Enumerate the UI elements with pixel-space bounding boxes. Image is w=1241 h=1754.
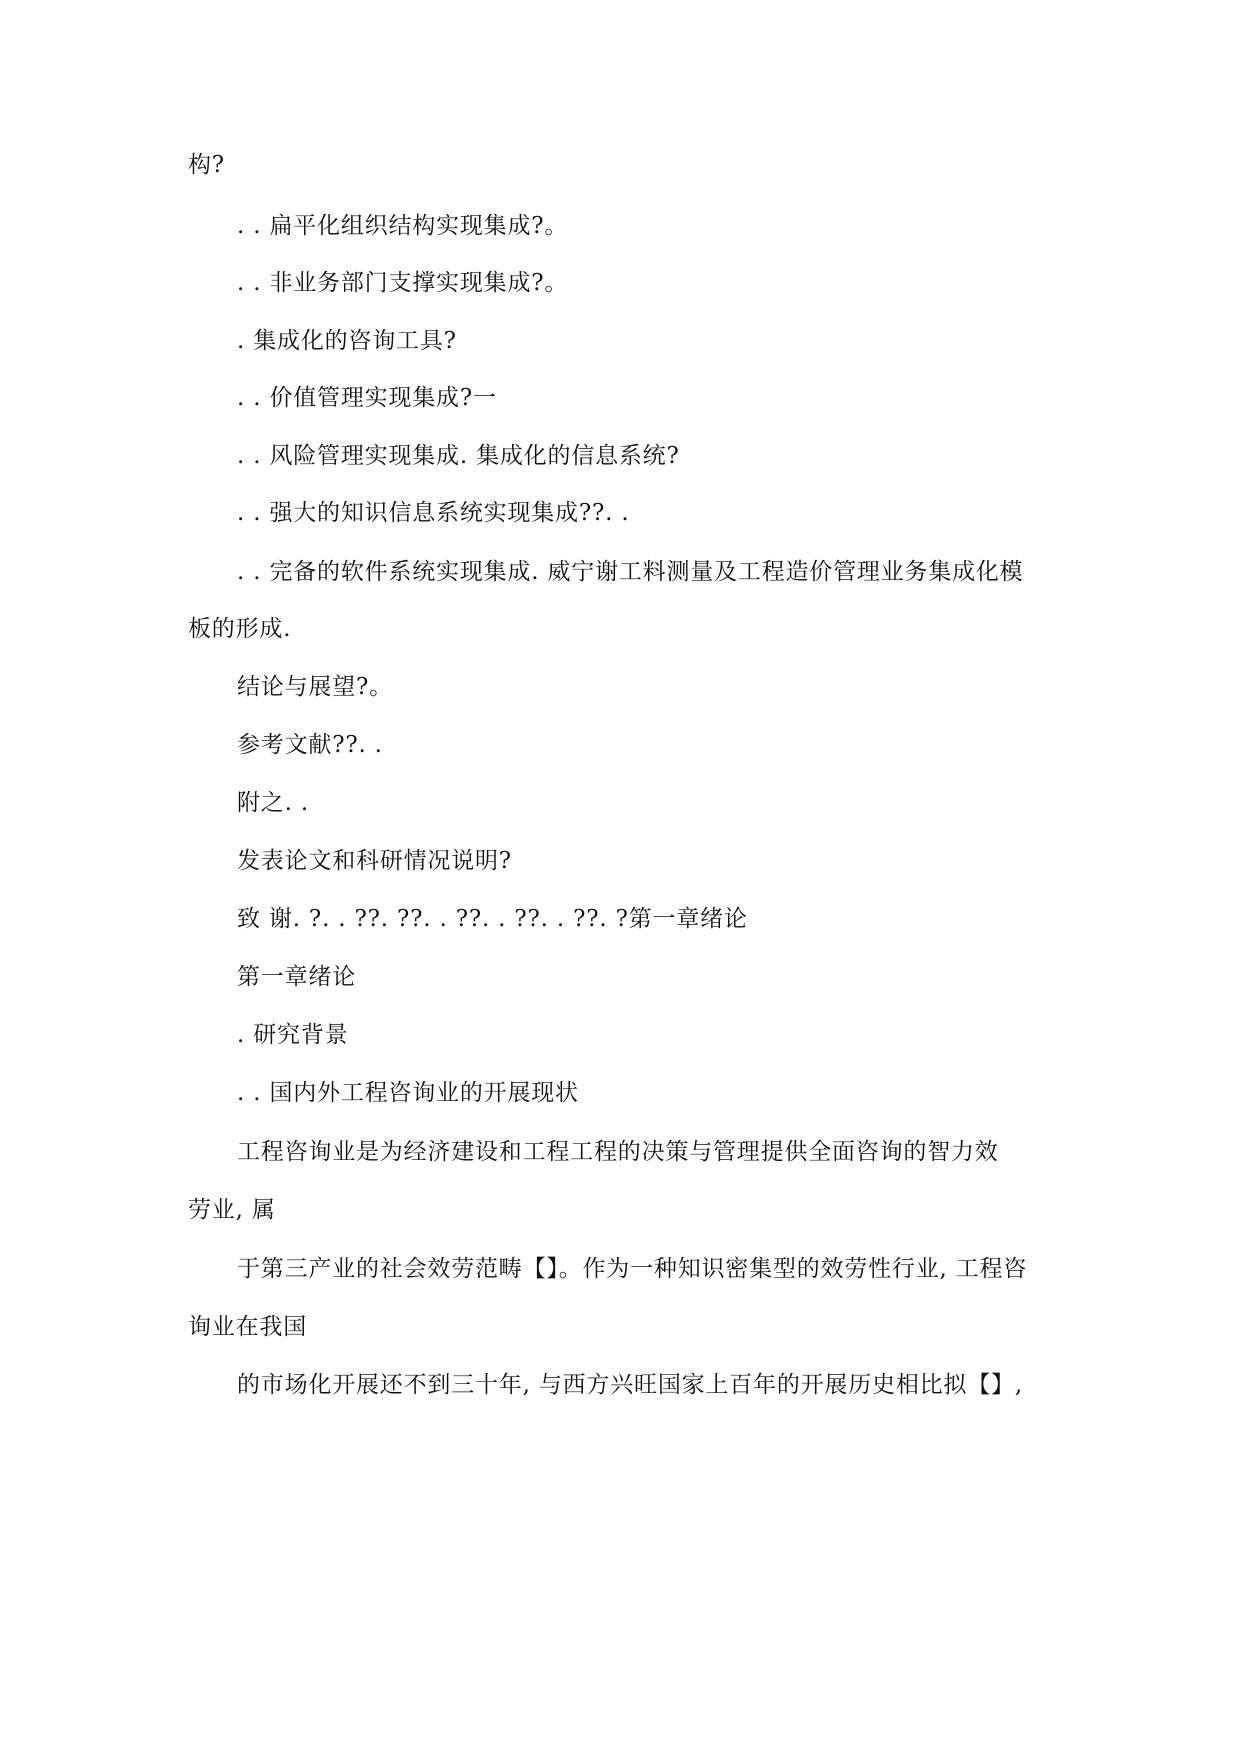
text-line: 参考文献??. . [237,732,383,758]
text-line: . . 强大的知识信息系统实现集成??. . [237,500,630,526]
text-line: 询业在我国 [188,1314,307,1340]
text-line: 的市场化开展还不到三十年, 与西方兴旺国家上百年的开展历史相比拟【】, [237,1372,1023,1398]
text-line: . . 扁平化组织结构实现集成?。 [237,213,569,239]
text-line: 附之. . [237,790,309,816]
text-line: . . 价值管理实现集成?一 [237,385,497,411]
text-line: 板的形成. [188,616,292,642]
text-line: . . 风险管理实现集成. 集成化的信息系统? [237,443,680,469]
text-line: 劳业, 属 [188,1197,276,1223]
text-line: 第一章绪论 [237,964,356,990]
text-line: 于第三产业的社会效劳范畴【】。作为一种知识密集型的效劳性行业, 工程咨 [237,1256,1028,1282]
text-line: 工程咨询业是为经济建设和工程工程的决策与管理提供全面咨询的智力效 [237,1139,999,1165]
text-line: . 集成化的咨询工具? [237,328,457,354]
text-line: 致 谢. ?. . ??. ??. . ??. . ??. . ??. ?第一章绪论 [237,906,748,932]
text-line: . . 完备的软件系统实现集成. 威宁谢工料测量及工程造价管理业务集成化模 [237,559,1024,585]
text-line: 发表论文和科研情况说明? [237,848,512,874]
text-line: . . 国内外工程咨询业的开展现状 [237,1080,579,1106]
text-line: . 研究背景 [237,1022,349,1048]
text-line: 结论与展望?。 [237,674,393,700]
text-line: . . 非业务部门支撑实现集成?。 [237,270,569,296]
text-line: 构? [188,152,225,178]
